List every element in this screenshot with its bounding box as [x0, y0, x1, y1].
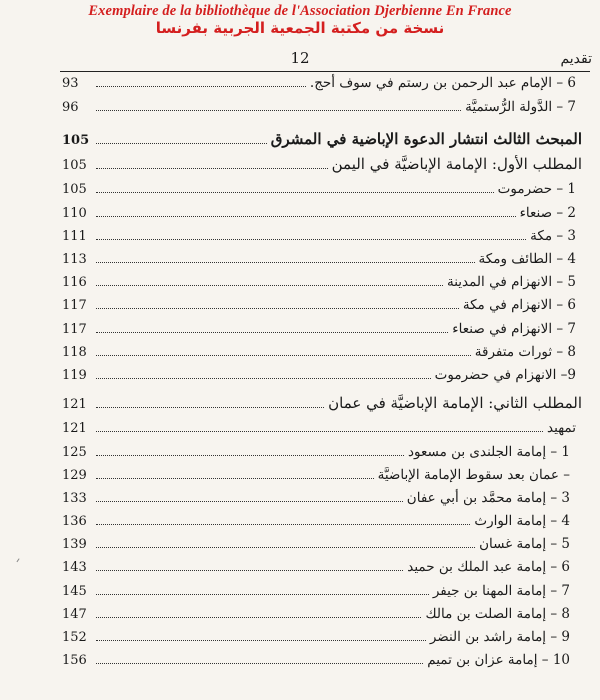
toc-entry[interactable] — [62, 559, 582, 575]
toc-entry-title: 2 – صنعاء — [519, 205, 576, 221]
toc-entry[interactable] — [62, 583, 582, 599]
toc-page-number: 139 — [62, 537, 87, 552]
dot-leader — [96, 662, 423, 664]
toc-page-number: 111 — [62, 229, 87, 244]
toc-entry[interactable] — [62, 205, 582, 221]
toc-page-number: 117 — [62, 298, 87, 313]
toc-page-number: 121 — [62, 421, 87, 436]
running-header-title: تقديم — [560, 51, 592, 67]
toc-entry[interactable] — [62, 629, 582, 645]
toc-entry-title: 4 – الطائف ومكة — [478, 251, 576, 267]
toc-entry[interactable] — [62, 274, 582, 290]
toc-entry-title: المطلب الأول: الإمامة الإباضيَّة في اليمن — [331, 155, 582, 173]
toc-entry[interactable] — [62, 251, 582, 267]
page-number: 12 — [290, 49, 310, 67]
toc-entry[interactable] — [62, 606, 582, 622]
toc-entry[interactable] — [62, 536, 582, 552]
dot-leader — [96, 284, 443, 286]
toc-page-number: 136 — [62, 514, 87, 529]
dot-leader — [96, 215, 516, 217]
dot-leader — [96, 354, 471, 356]
toc-entry-title: 6 – الانهزام في مكة — [462, 297, 576, 313]
toc-entry[interactable] — [62, 467, 582, 483]
toc-entry[interactable] — [62, 344, 582, 360]
dot-leader — [96, 546, 475, 548]
dot-leader — [96, 191, 494, 193]
dot-leader — [96, 331, 448, 333]
dot-leader — [96, 238, 526, 240]
toc-entry-title: 6 – الإمام عبد الرحمن بن رستم في سوف أحج. — [309, 75, 576, 91]
toc-entry-title: 9– الانهزام في حضرموت — [434, 367, 576, 383]
toc-entry-title: 6 – إمامة عبد الملك بن حميد — [407, 559, 570, 575]
dot-leader — [96, 523, 470, 525]
toc-entry-title: 4 – إمامة الوارث — [474, 513, 570, 529]
toc-entry-title: 7 – الانهزام في صنعاء — [452, 321, 576, 337]
toc-page-number: 118 — [62, 345, 87, 360]
toc-entry-title: 7 – الدَّولة الرُّستميَّة — [465, 99, 576, 115]
dot-leader — [96, 406, 324, 408]
toc-entry-title: المطلب الثاني: الإمامة الإباضيَّة في عمان — [328, 394, 582, 412]
dot-leader — [96, 593, 429, 595]
toc-page-number: 105 — [62, 182, 87, 197]
dot-leader — [96, 109, 461, 111]
toc-entry-title: المبحث الثالث انتشار الدعوة الإباضية في المشرق — [270, 130, 582, 148]
toc-page-number: 145 — [62, 584, 87, 599]
toc-entry[interactable] — [62, 652, 582, 668]
toc-page-number: 105 — [62, 133, 90, 148]
table-of-contents — [0, 75, 600, 695]
dot-leader — [96, 261, 475, 263]
toc-entry-title: 3 – مكة — [530, 228, 576, 244]
toc-entry-title: 8 – ثورات متفرقة — [474, 344, 576, 360]
toc-page-number: 105 — [62, 158, 87, 173]
toc-entry-title: 7 – إمامة المهنا بن جيفر — [432, 583, 570, 599]
toc-entry-title: 3 – إمامة محمَّد بن أبي عفان — [406, 490, 570, 506]
toc-page-number: 125 — [62, 445, 87, 460]
dot-leader — [96, 477, 374, 479]
toc-entry-title: تمهيد — [547, 420, 576, 436]
dot-leader — [96, 639, 426, 641]
toc-subsection-heading[interactable] — [62, 155, 582, 173]
dot-leader — [96, 307, 459, 309]
toc-page-number: 110 — [62, 206, 87, 221]
toc-entry[interactable] — [62, 99, 582, 115]
toc-page-number: 143 — [62, 560, 87, 575]
toc-entry[interactable] — [62, 490, 582, 506]
toc-entry[interactable] — [62, 75, 582, 91]
toc-entry[interactable] — [62, 420, 582, 436]
toc-entry[interactable] — [62, 513, 582, 529]
dot-leader — [96, 85, 306, 87]
toc-page-number: 152 — [62, 630, 87, 645]
toc-entry[interactable] — [62, 181, 582, 197]
toc-page-number: 156 — [62, 653, 87, 668]
toc-entry-title: 5 – إمامة غسان — [479, 536, 570, 552]
toc-entry[interactable] — [62, 444, 582, 460]
header-divider — [60, 71, 590, 72]
toc-entry-title: 8 – إمامة الصلت بن مالك — [425, 606, 570, 622]
toc-entry-title: 1 – حضرموت — [497, 181, 576, 197]
toc-section-heading[interactable] — [62, 130, 582, 148]
toc-page-number: 121 — [62, 397, 87, 412]
dot-leader — [96, 430, 543, 432]
toc-page-number: 129 — [62, 468, 87, 483]
dot-leader — [96, 569, 403, 571]
toc-page-number: 133 — [62, 491, 87, 506]
watermark-french-line: Exemplaire de la bibliothèque de l'Association Djerbienne En France — [88, 3, 512, 19]
dot-leader — [96, 616, 421, 618]
dot-leader — [96, 167, 328, 169]
dot-leader — [96, 377, 431, 379]
toc-entry[interactable] — [62, 228, 582, 244]
toc-subsection-heading[interactable] — [62, 394, 582, 412]
toc-page-number: 93 — [62, 76, 79, 91]
toc-page-number: 116 — [62, 275, 87, 290]
toc-entry-title: – عمان بعد سقوط الإمامة الإباضيَّة — [377, 467, 570, 483]
toc-page-number: 119 — [62, 368, 87, 383]
toc-entry-title: 9 – إمامة راشد بن النضر — [429, 629, 570, 645]
toc-page-number: 113 — [62, 252, 87, 267]
toc-entry[interactable] — [62, 297, 582, 313]
toc-page-number: 147 — [62, 607, 87, 622]
toc-entry-title: 5 – الانهزام في المدينة — [446, 274, 576, 290]
toc-entry[interactable] — [62, 367, 582, 383]
toc-page-number: 96 — [62, 100, 79, 115]
toc-entry-title: 1 – إمامة الجلندى بن مسعود — [408, 444, 570, 460]
dot-leader — [96, 454, 404, 456]
dot-leader — [96, 500, 403, 502]
watermark-arabic-line: نسخة من مكتبة الجمعية الجربية بفرنسا — [155, 19, 445, 37]
dot-leader — [96, 142, 267, 144]
toc-entry-title: 10 – إمامة عزان بن تميم — [427, 652, 570, 668]
toc-page-number: 117 — [62, 322, 87, 337]
toc-entry[interactable] — [62, 321, 582, 337]
library-watermark — [0, 0, 600, 37]
